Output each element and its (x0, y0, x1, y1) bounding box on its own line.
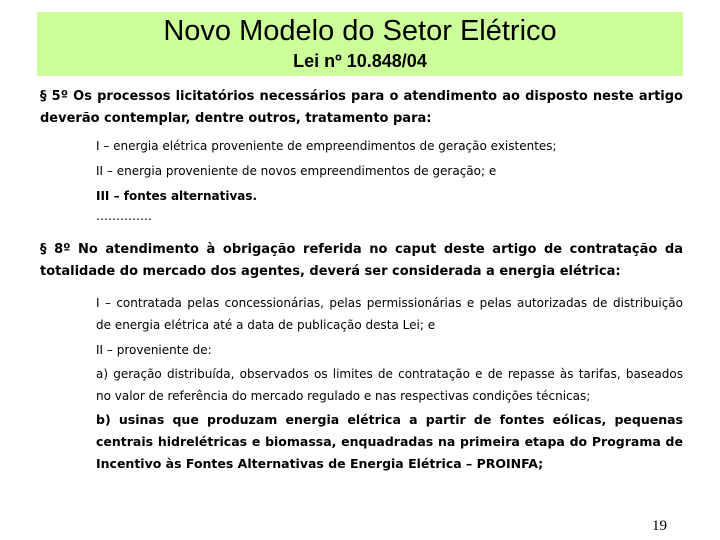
section-8-item-i-text: I – contratada pelas concessionárias, pelas permissionárias e pelas autorizadas de distribuição de energia elétrica até a data de publicação desta Lei; e (96, 296, 683, 332)
paragraph-section-8: § 8º No atendimento à obrigação referida no caput deste artigo de contratação da totalidade do mercado dos agentes, deverá ser considerada a energia elétrica: (40, 242, 683, 279)
section-8-item-i (40, 292, 683, 336)
section-8-item-b (40, 409, 683, 475)
title-banner (37, 12, 683, 76)
section-5-item-i: I – energia elétrica proveniente de empreendimentos de geração existentes; (96, 139, 557, 153)
page-number: 19 (652, 518, 667, 534)
section-8-item-b-text: b) usinas que produzam energia elétrica a partir de fontes eólicas, pequenas centrais hidrelétricas e biomassa, enquadradas na primeira etapa do Programa de Incentivo às Fontes Alternativas de Energia Elétrica – PROINFA; (96, 412, 683, 471)
section-8-item-a-text: a) geração distribuída, observados os limites de contratação e de repasse às tarifas, baseados no valor de referência do mercado regulado e nas respectivas condições técnicas; (96, 367, 683, 403)
section-8-item-ii: II – proveniente de: (96, 343, 212, 357)
page-subtitle: Lei nº 10.848/04 (293, 51, 427, 71)
section-5-item-ii: II – energia proveniente de novos empreendimentos de geração; e (96, 164, 497, 178)
ellipsis: ………….. (96, 209, 152, 223)
section-8-item-a (40, 363, 683, 407)
page-title: Novo Modelo do Setor Elétrico (163, 15, 557, 47)
section-5-item-iii: III – fontes alternativas. (96, 189, 258, 203)
paragraph-section-5: § 5º Os processos licitatórios necessários para o atendimento ao disposto neste artigo deverão contemplar, dentre outros, tratamento para: (40, 89, 683, 126)
